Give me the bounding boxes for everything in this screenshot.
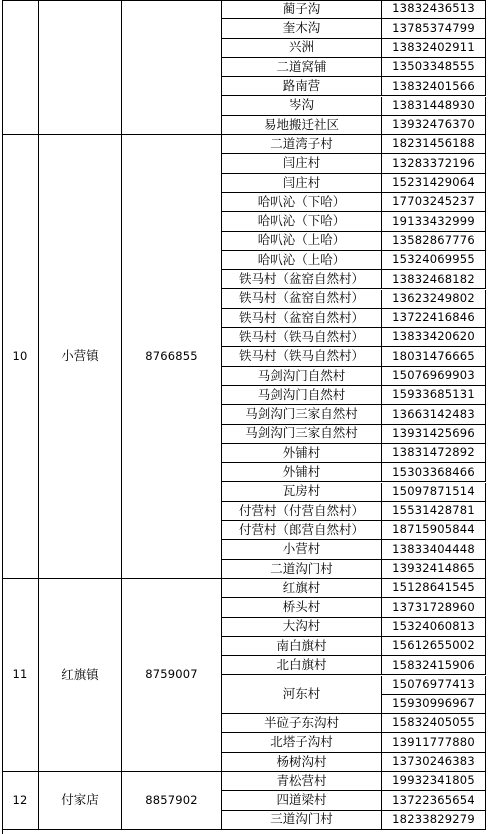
office-phone [122, 579, 222, 772]
phone-cell [382, 753, 486, 772]
village-cell [222, 714, 382, 733]
office-phone [122, 772, 222, 830]
village-cell-text: 闫庄村 [282, 155, 321, 171]
phone-cell [382, 656, 486, 675]
phone-cell-text: 19133432999 [392, 213, 475, 228]
phone-cell [382, 714, 486, 733]
phone-cell-text: 13730246383 [392, 754, 475, 769]
village-cell-text: 三道沟门村 [270, 811, 333, 827]
group-number [2, 0, 39, 135]
village-cell-text: 哈叭沁（下哈） [257, 213, 346, 229]
phone-cell [382, 19, 486, 38]
village-cell-text: 易地搬迁社区 [263, 116, 339, 132]
phone-cell [382, 502, 486, 521]
village-cell [222, 328, 382, 347]
village-cell-text: 外铺村 [282, 464, 321, 480]
phone-cell [382, 347, 486, 366]
village-cell [222, 463, 382, 482]
phone-cell [382, 270, 486, 289]
village-cell [222, 676, 382, 715]
phone-cell [382, 251, 486, 270]
village-cell [222, 97, 382, 116]
village-cell-text: 桥头村 [282, 599, 321, 615]
phone-cell-text: 13931425696 [392, 425, 475, 440]
group-number-text: 10 [12, 348, 28, 363]
village-cell-text: 半砬子东沟村 [263, 714, 339, 730]
town-name [39, 135, 122, 579]
village-cell-text: 瓦房村 [282, 483, 321, 499]
village-cell-text: 蔺子沟 [282, 0, 321, 16]
phone-cell [382, 521, 486, 540]
phone-cell-text: 18231456188 [392, 136, 475, 151]
phone-cell [382, 618, 486, 637]
village-cell-text: 铁马村（盆窑自然村） [238, 309, 364, 325]
village-cell [222, 174, 382, 193]
phone-cell-text: 13832402911 [392, 39, 475, 54]
phone-cell-text: 13663142483 [392, 406, 475, 421]
phone-cell [382, 733, 486, 752]
village-cell-text: 铁马村（盆窑自然村） [238, 290, 364, 306]
village-cell [222, 39, 382, 58]
phone-cell [382, 232, 486, 251]
village-cell [222, 521, 382, 540]
village-cell [222, 290, 382, 309]
village-cell [222, 116, 382, 135]
village-cell [222, 425, 382, 444]
phone-cell [382, 540, 486, 559]
phone-cell-text: 15097871514 [392, 483, 475, 498]
village-cell-text: 红旗村 [282, 579, 321, 595]
village-cell [222, 637, 382, 656]
village-cell [222, 19, 382, 38]
phone-cell-text: 15531428781 [392, 503, 475, 518]
village-cell [222, 251, 382, 270]
phone-cell-text: 18031476665 [392, 348, 475, 363]
phone-cell-text: 15933685131 [392, 387, 475, 402]
phone-cell [382, 116, 486, 135]
phone-cell-text: 13722416846 [392, 310, 475, 325]
phone-cell-text: 15128641545 [392, 580, 475, 595]
village-cell [222, 598, 382, 617]
village-cell-text: 马剑沟门三家自然村 [245, 425, 358, 441]
village-cell [222, 560, 382, 579]
village-cell [222, 656, 382, 675]
village-cell [222, 58, 382, 77]
village-cell [222, 0, 382, 19]
village-cell [222, 232, 382, 251]
phone-cell [382, 560, 486, 579]
phone-cell [382, 58, 486, 77]
village-cell-text: 外铺村 [282, 444, 321, 460]
village-cell-text: 哈叭沁（上哈） [257, 232, 346, 248]
phone-cell [382, 174, 486, 193]
village-cell-text: 路南营 [282, 78, 321, 94]
phone-cell [382, 695, 486, 714]
village-cell-text: 铁马村（铁马自然村） [238, 328, 364, 344]
village-cell [222, 618, 382, 637]
phone-cell [382, 637, 486, 656]
village-cell-text: 哈叭沁（上哈） [257, 251, 346, 267]
phone-cell-text: 13932414865 [392, 561, 475, 576]
phone-cell [382, 598, 486, 617]
town-name-text: 红旗镇 [61, 666, 99, 682]
group-number [2, 772, 39, 830]
village-cell-text: 二道湾子村 [270, 135, 333, 151]
phone-cell-text: 15930996967 [392, 696, 475, 711]
village-cell-text: 付营村（郎营自然村） [238, 521, 364, 537]
village-cell-text: 闫庄村 [282, 174, 321, 190]
phone-cell-text: 13932476370 [392, 117, 475, 132]
village-cell [222, 386, 382, 405]
phone-cell-text: 18233829279 [392, 811, 475, 826]
phone-cell [382, 405, 486, 424]
village-cell-text: 河东村 [282, 686, 321, 702]
village-cell [222, 444, 382, 463]
group-number-text: 11 [12, 667, 28, 682]
phone-cell-text: 13833404448 [392, 541, 475, 556]
phone-cell [382, 39, 486, 58]
phone-cell [382, 212, 486, 231]
phone-cell-text: 13283372196 [392, 155, 475, 170]
town-name-text: 付家店 [61, 792, 99, 808]
office-phone [122, 135, 222, 579]
phone-cell [382, 772, 486, 791]
phone-cell-text: 15612655002 [392, 638, 475, 653]
village-cell [222, 347, 382, 366]
village-cell [222, 733, 382, 752]
office-phone [122, 0, 222, 135]
phone-cell-text: 13503348555 [392, 59, 475, 74]
village-cell-text: 青松营村 [276, 772, 327, 788]
village-cell-text: 奎木沟 [282, 20, 321, 36]
phone-cell [382, 463, 486, 482]
phone-cell [382, 811, 486, 830]
village-cell [222, 483, 382, 502]
village-cell [222, 791, 382, 810]
phone-cell-text: 17703245237 [392, 194, 475, 209]
office-phone-text: 8766855 [145, 348, 198, 363]
phone-cell-text: 13832436513 [392, 1, 475, 16]
contact-table [2, 0, 486, 834]
village-cell [222, 270, 382, 289]
village-cell [222, 405, 382, 424]
village-cell [222, 212, 382, 231]
village-cell-text: 付营村（付营自然村） [238, 502, 364, 518]
phone-cell-text: 13831448930 [392, 97, 475, 112]
phone-cell [382, 97, 486, 116]
phone-cell [382, 425, 486, 444]
phone-cell [382, 483, 486, 502]
phone-cell-text: 13911777880 [392, 734, 475, 749]
phone-cell-text: 13785374799 [392, 20, 475, 35]
phone-cell [382, 328, 486, 347]
village-cell-text: 北白旗村 [276, 657, 327, 673]
village-cell [222, 753, 382, 772]
phone-cell [382, 309, 486, 328]
village-cell-text: 北塔子沟村 [270, 734, 333, 750]
group-number [2, 135, 39, 579]
village-cell-text: 铁马村（盆窑自然村） [238, 271, 364, 287]
village-cell [222, 77, 382, 96]
phone-cell [382, 676, 486, 695]
village-cell [222, 193, 382, 212]
phone-cell-text: 18715905844 [392, 522, 475, 537]
office-phone-text: 8759007 [145, 667, 198, 682]
village-cell [222, 772, 382, 791]
village-cell-text: 二道窝铺 [276, 58, 327, 74]
village-cell [222, 502, 382, 521]
village-cell [222, 540, 382, 559]
phone-cell-text: 13832468182 [392, 271, 475, 286]
phone-cell-text: 15324060813 [392, 618, 475, 633]
village-cell-text: 南白旗村 [276, 637, 327, 653]
phone-cell [382, 367, 486, 386]
town-name [39, 579, 122, 772]
village-cell-text: 哈叭沁（下哈） [257, 193, 346, 209]
village-cell-text: 马剑沟门三家自然村 [245, 406, 358, 422]
village-cell-text: 二道沟门村 [270, 560, 333, 576]
village-cell-text: 兴洲 [288, 39, 314, 55]
office-phone-text: 8857902 [145, 792, 198, 807]
town-name-text: 小营镇 [61, 348, 99, 364]
village-cell [222, 367, 382, 386]
phone-cell-text: 15832415906 [392, 657, 475, 672]
village-cell-text: 大沟村 [282, 618, 321, 634]
village-cell-text: 岑沟 [288, 97, 314, 113]
phone-cell-text: 15076977413 [392, 676, 475, 691]
phone-cell [382, 135, 486, 154]
village-cell [222, 135, 382, 154]
village-cell-text: 杨树沟村 [276, 753, 327, 769]
group-number-text: 12 [12, 792, 28, 807]
town-name [39, 0, 122, 135]
phone-cell-text: 13623249802 [392, 290, 475, 305]
phone-cell [382, 193, 486, 212]
town-name [39, 772, 122, 830]
phone-cell [382, 579, 486, 598]
phone-cell-text: 13722365654 [392, 792, 475, 807]
phone-cell [382, 0, 486, 19]
village-cell [222, 154, 382, 173]
phone-cell-text: 13731728960 [392, 599, 475, 614]
phone-cell-text: 13833420620 [392, 329, 475, 344]
village-cell-text: 四道梁村 [276, 792, 327, 808]
phone-cell-text: 15832405055 [392, 715, 475, 730]
phone-cell [382, 386, 486, 405]
phone-cell-text: 19932341805 [392, 773, 475, 788]
phone-cell-text: 13832401566 [392, 78, 475, 93]
village-cell-text: 小营村 [282, 541, 321, 557]
phone-cell-text: 15076969903 [392, 368, 475, 383]
phone-cell [382, 791, 486, 810]
phone-cell [382, 290, 486, 309]
village-cell-text: 马剑沟门自然村 [257, 367, 346, 383]
phone-cell [382, 154, 486, 173]
phone-cell-text: 15324069955 [392, 252, 475, 267]
phone-cell-text: 13582867776 [392, 232, 475, 247]
village-cell [222, 579, 382, 598]
phone-cell-text: 15303368466 [392, 464, 475, 479]
village-cell-text: 铁马村（铁马自然村） [238, 348, 364, 364]
village-cell [222, 309, 382, 328]
phone-cell-text: 13831472892 [392, 445, 475, 460]
phone-cell [382, 77, 486, 96]
village-cell [222, 811, 382, 830]
phone-cell [382, 444, 486, 463]
group-number [2, 579, 39, 772]
phone-cell-text: 15231429064 [392, 175, 475, 190]
village-cell-text: 马剑沟门自然村 [257, 386, 346, 402]
